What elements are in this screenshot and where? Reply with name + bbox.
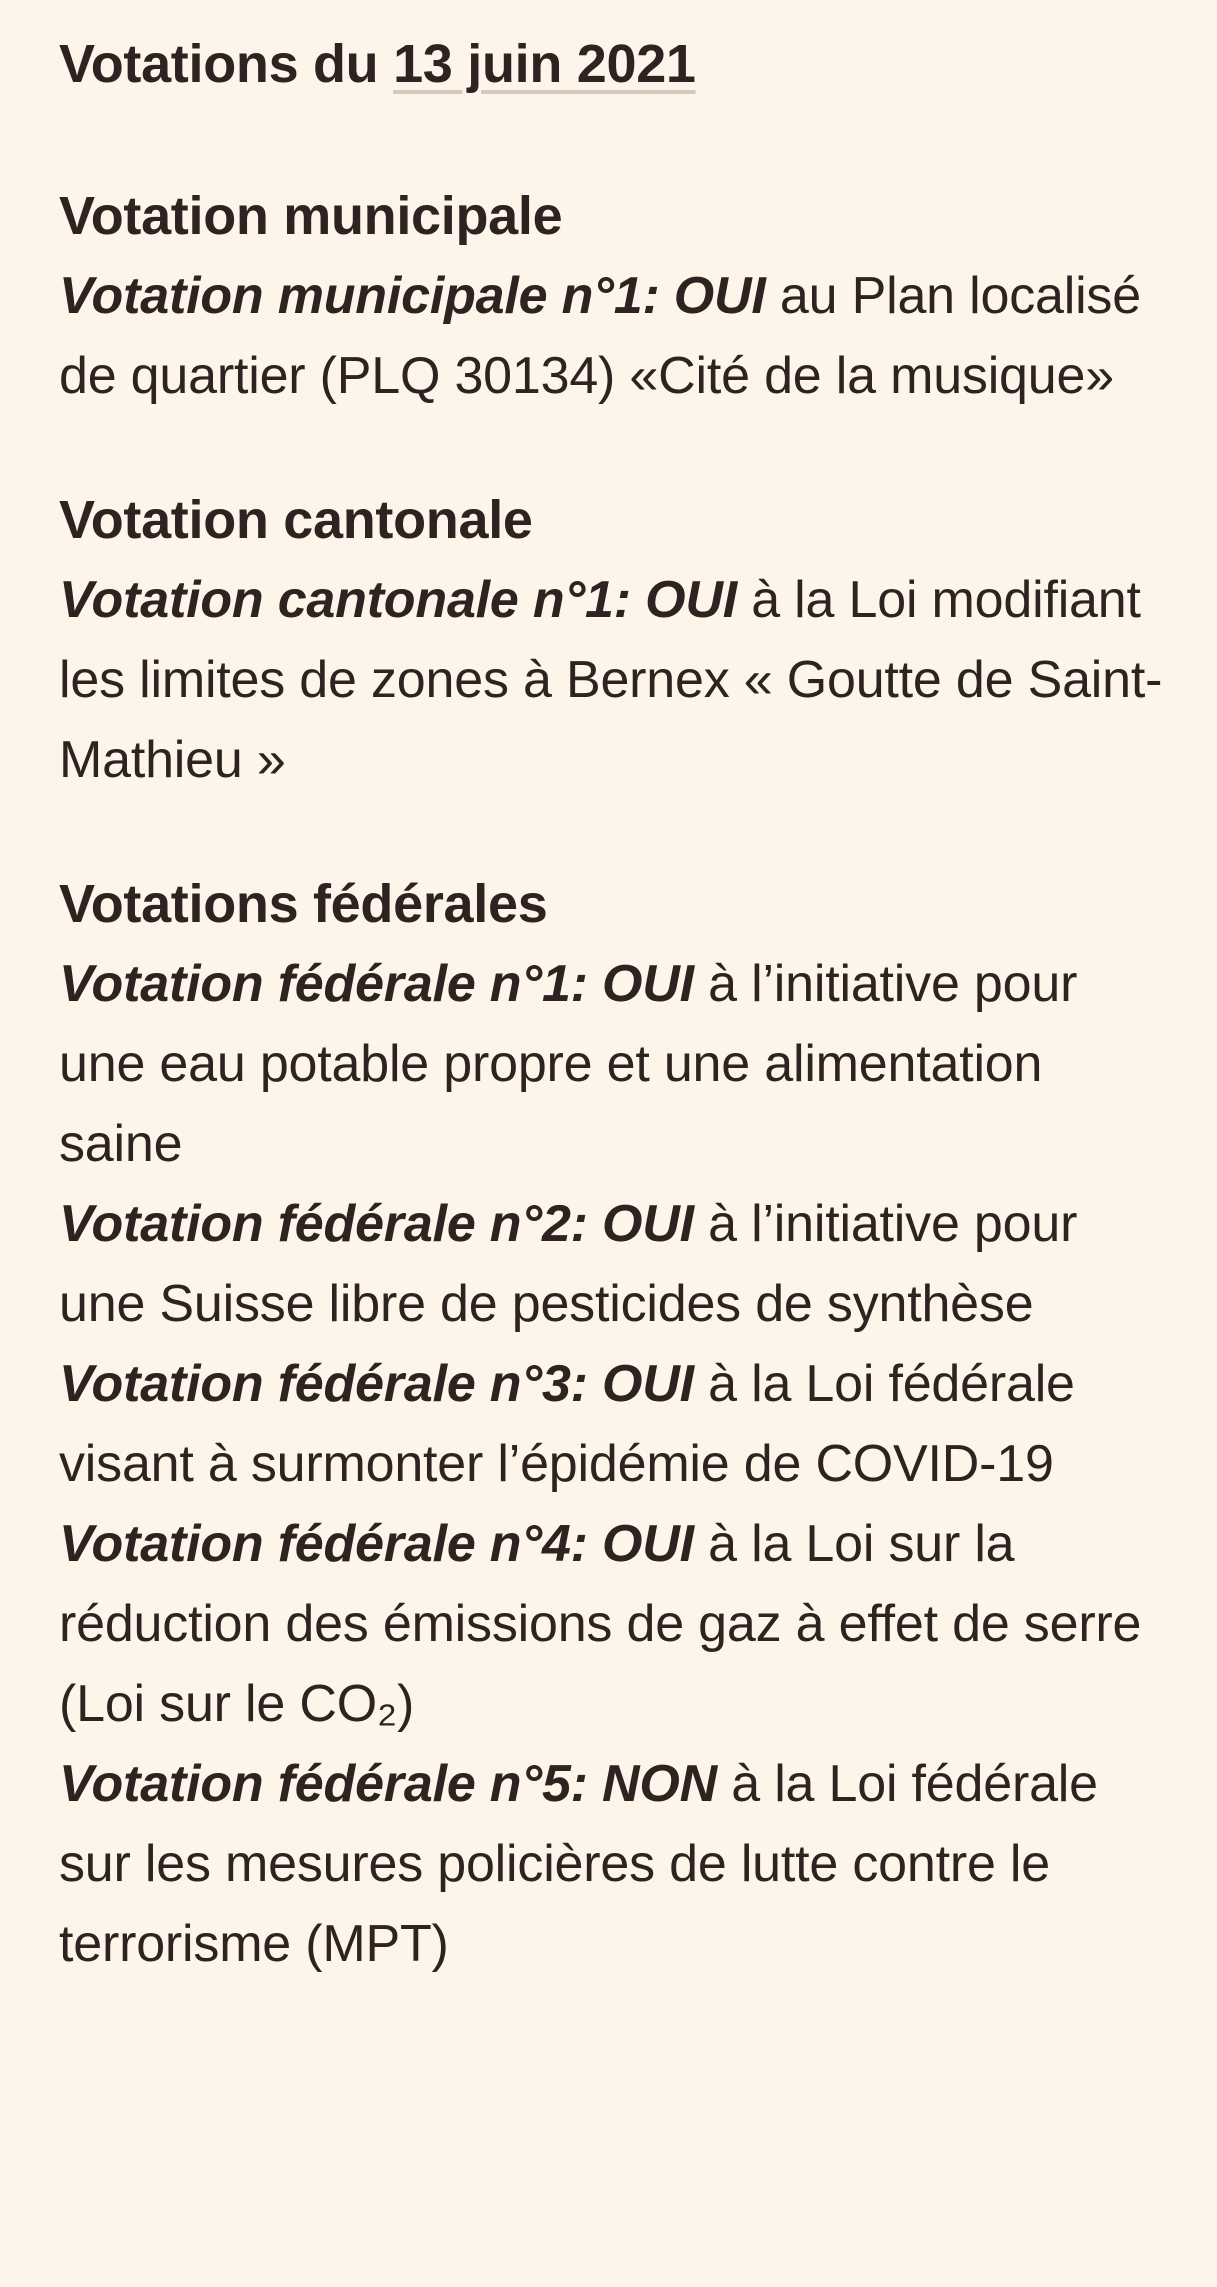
section-heading: Votations fédérales [59,874,548,934]
vote-label: Votation municipale n°1: OUI [59,267,766,325]
vote-item-municipal-1 [59,256,1177,416]
vote-label: Votation fédérale n°5: NON [59,1755,717,1813]
vote-text: à la Loi sur la réduction des émissions de gaz à effet de serre (Loi sur le CO₂) [59,1515,1142,1733]
vote-item-federal-3 [59,1344,1177,1504]
section-municipal [59,176,1177,416]
section-cantonal [59,480,1177,800]
vote-label: Votation fédérale n°2: OUI [59,1195,694,1253]
section-heading: Votation cantonale [59,490,533,550]
vote-label: Votation cantonale n°1: OUI [59,571,737,629]
page-title [59,16,1177,112]
vote-text: à l’initiative pour une eau potable propre et une alimentation saine [59,955,1078,1173]
page-title-prefix: Votations du [59,34,394,94]
vote-text: à la Loi modifiant les limites de zones à Bernex « Goutte de Saint-Mathieu » [59,571,1163,789]
vote-item-federal-4 [59,1504,1177,1744]
section-federal [59,864,1177,1984]
vote-item-cantonal-1 [59,560,1177,800]
vote-item-federal-2 [59,1184,1177,1344]
vote-text: à l’initiative pour une Suisse libre de pesticides de synthèse [59,1195,1078,1333]
vote-item-federal-5 [59,1744,1177,1984]
vote-text: au Plan localisé de quartier (PLQ 30134) «Cité de la musique» [59,267,1141,405]
section-heading: Votation municipale [59,186,563,246]
vote-item-federal-1 [59,944,1177,1184]
vote-label: Votation fédérale n°3: OUI [59,1355,694,1413]
page-title-date-link[interactable]: 13 juin 2021 [393,34,696,94]
vote-label: Votation fédérale n°1: OUI [59,955,694,1013]
vote-text: à la Loi fédérale sur les mesures policières de lutte contre le terrorisme (MPT) [59,1755,1098,1973]
vote-label: Votation fédérale n°4: OUI [59,1515,694,1573]
vote-text: à la Loi fédérale visant à surmonter l’épidémie de COVID-19 [59,1355,1075,1493]
